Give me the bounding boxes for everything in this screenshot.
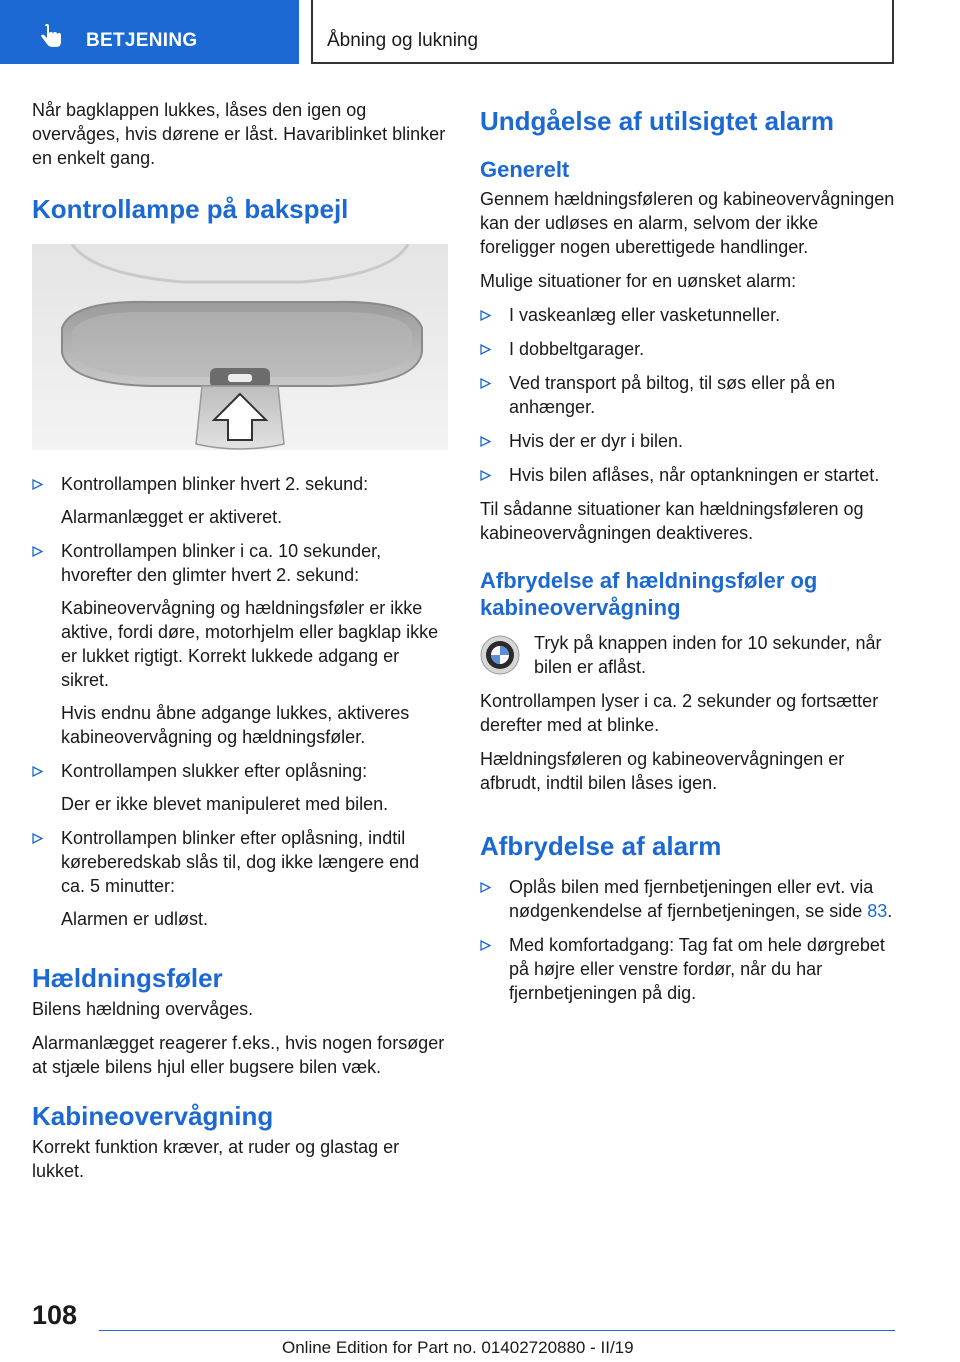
button-instruction <box>480 631 896 683</box>
situation-list <box>480 303 896 487</box>
list-item: Kontrollampen blinker efter oplåsning, indtil køreberedskab slås til, dog ikke længere end ca. 5 minutter: Alarmen er udløst. <box>32 826 448 931</box>
paragraph: Tryk på knappen inden for 10 sekunder, når bilen er aflåst. <box>534 633 882 677</box>
hand-pointer-icon <box>38 24 64 50</box>
page-number: 108 <box>32 1300 78 1330</box>
heading-haeldningsfoeler: Hældningsføler <box>32 963 223 993</box>
list-item: Kontrollampen slukker efter oplåsning: Der er ikke blevet manipuleret med bilen. <box>32 759 448 816</box>
triangle-bullet-icon <box>480 436 491 447</box>
list-item: Ved transport på biltog, til søs eller på en anhænger. <box>480 371 896 419</box>
indicator-list <box>32 472 448 931</box>
list-item: Kontrollampen blinker i ca. 10 sekunder, hvorefter den glimter hvert 2. sekund: Kabineovervågning og hældningsføler er ikke aktive, fordi døre, motorhjelm eller bagklap ikke er lukket rigtigt. Korrekt lukkede adgang er sikret. Hvis endnu åbne adgange lukkes, aktiveres kabineovervågning og hældningsføler. <box>32 539 448 749</box>
paragraph: Korrekt funktion kræver, at ruder og glastag er lukket. <box>32 1137 400 1181</box>
paragraph: Kontrollampen lyser i ca. 2 sekunder og fortsætter derefter med at blinke. <box>480 691 879 735</box>
page-link[interactable]: 83 <box>867 901 888 921</box>
heading-kontrollampe: Kontrollampe på bakspejl <box>32 194 349 224</box>
triangle-bullet-icon <box>32 766 43 777</box>
triangle-bullet-icon <box>480 940 491 951</box>
intro-paragraph: Når bagklappen lukkes, låses den igen og overvåges, hvis dørene er låst. Havariblinket blinker en enkelt gang. <box>32 100 446 168</box>
paragraph: Bilens hældning overvåges. <box>32 999 254 1019</box>
edition-footer: Online Edition for Part no. 01402720880 - II/19 <box>282 1338 634 1357</box>
triangle-bullet-icon <box>32 833 43 844</box>
triangle-bullet-icon <box>32 546 43 557</box>
triangle-bullet-icon <box>480 882 491 893</box>
chapter-header <box>311 0 894 64</box>
heading-kabineovervaagning: Kabineovervågning <box>32 1101 274 1131</box>
triangle-bullet-icon <box>480 470 491 481</box>
chapter-title: Åbning og lukning <box>327 30 479 51</box>
footer-divider <box>99 1330 895 1331</box>
paragraph: Til sådanne situationer kan hældningsføleren og kabineovervågningen deaktiveres. <box>480 499 864 543</box>
list-item: Kontrollampen blinker hvert 2. sekund: Alarmanlægget er aktiveret. <box>32 472 448 529</box>
paragraph: Alarmanlægget reagerer f.eks., hvis nogen forsøger at stjæle bilens hjul eller bugsere bilen væk. <box>32 1033 445 1077</box>
paragraph: Mulige situationer for en uønsket alarm: <box>480 271 797 291</box>
triangle-bullet-icon <box>480 310 491 321</box>
triangle-bullet-icon <box>32 479 43 490</box>
alarm-list <box>480 875 896 1005</box>
paragraph: Gennem hældningsføleren og kabineovervågningen kan der udløses en alarm, selvom der ikke foreligger nogen uberettigede handlinger. <box>480 189 895 257</box>
right-column <box>480 98 896 1015</box>
section-label: BETJENING <box>86 30 198 51</box>
heading-generelt: Generelt <box>480 157 570 182</box>
rearview-mirror-illustration <box>32 244 448 450</box>
paragraph: Hældningsføleren og kabineovervågningen er afbrudt, indtil bilen låses igen. <box>480 749 845 793</box>
left-column <box>32 98 448 1193</box>
list-item: Hvis bilen aflåses, når optankningen er startet. <box>480 463 896 487</box>
heading-afbrydelse-foeler: Afbrydelse af hældningsføler og kabineovervågning <box>480 568 818 620</box>
list-item: I vaskeanlæg eller vasketunneller. <box>480 303 896 327</box>
list-item: Oplås bilen med fjernbetjeningen eller evt. via nødgenkendelse af fjernbetjeningen, se side 83. <box>480 875 896 923</box>
list-item: Hvis der er dyr i bilen. <box>480 429 896 453</box>
heading-afbrydelse-alarm: Afbrydelse af alarm <box>480 831 722 861</box>
section-tab[interactable] <box>0 0 299 64</box>
heading-undgaaelse: Undgåelse af utilsigtet alarm <box>480 106 834 136</box>
triangle-bullet-icon <box>480 378 491 389</box>
list-item: Med komfortadgang: Tag fat om hele dørgrebet på højre eller venstre fordør, når du har fjernbetjeningen på dig. <box>480 933 896 1005</box>
list-item: I dobbeltgarager. <box>480 337 896 361</box>
bmw-button-icon <box>480 635 520 675</box>
triangle-bullet-icon <box>480 344 491 355</box>
